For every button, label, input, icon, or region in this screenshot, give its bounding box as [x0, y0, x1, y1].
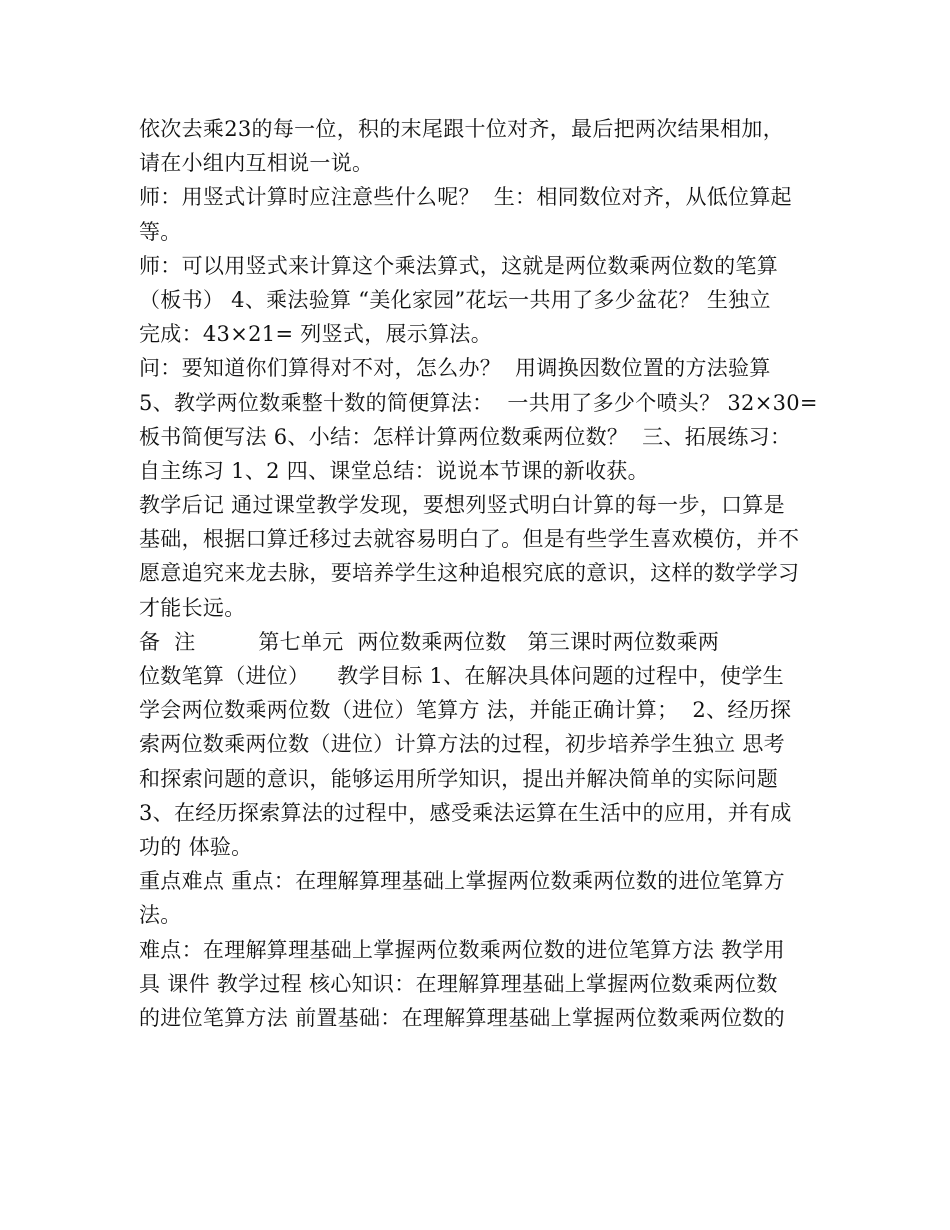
text-line: 师：可以用竖式来计算这个乘法算式，这就是两位数乘两位数的笔算	[139, 253, 778, 278]
text-line: 3、在经历探索算法的过程中，感受乘法运算在生活中的应用，并有成	[139, 800, 792, 825]
text-line: 基础，根据口算迁移过去就容易明白了。但是有些学生喜欢模仿，并不	[139, 527, 800, 552]
text-line: 索两位数乘两位数（进位）计算方法的过程，初步培养学生独立 思考	[139, 732, 785, 757]
text-line: 备 注 第七单元 两位数乘两位数 第三课时两位数乘两	[139, 629, 720, 654]
text-line: 5、教学两位数乘整十数的简便算法： 一共用了多少个喷头？ 32×30=	[139, 390, 818, 415]
text-line: 具 课件 教学过程 核心知识：在理解算理基础上掌握两位数乘两位数	[139, 971, 778, 996]
text-line: 愿意追究来龙去脉，要培养学生这种追根究底的意识，这样的数学学习	[139, 561, 800, 586]
document-body	[139, 112, 819, 1035]
text-line: 依次去乘23的每一位，积的末尾跟十位对齐，最后把两次结果相加，	[139, 117, 785, 141]
text-line: 和探索问题的意识，能够运用所学知识，提出并解决简单的实际问题	[139, 766, 778, 791]
text-line: 学会两位数乘两位数（进位）笔算方 法，并能正确计算； 2、经历探	[139, 698, 792, 723]
text-line: 难点：在理解算理基础上掌握两位数乘两位数的进位笔算方法 教学用	[139, 937, 785, 962]
text-line: 功的 体验。	[139, 834, 253, 859]
text-line: 重点难点 重点：在理解算理基础上掌握两位数乘两位数的进位笔算方	[139, 869, 785, 894]
text-line: 板书简便写法 6、小结：怎样计算两位数乘两位数？ 三、拓展练习：	[139, 424, 792, 449]
text-line: 请在小组内互相说一说。	[139, 151, 374, 176]
text-line: 的进位笔算方法 前置基础：在理解算理基础上掌握两位数乘两位数的	[139, 1005, 785, 1030]
text-line: 自主练习 1、2 四、课堂总结：说说本节课的新收获。	[139, 458, 649, 483]
text-line: 位数笔算（进位） 教学目标 1、在解决具体问题的过程中，使学生	[139, 664, 784, 688]
text-line: 教学后记 通过课堂教学发现，要想列竖式明白计算的每一步，口算是	[139, 493, 785, 518]
text-line: 问：要知道你们算得对不对，怎么办？ 用调换因数位置的方法验算	[139, 356, 771, 381]
text-line: 法。	[139, 903, 182, 928]
text-line: （板书） 4、乘法验算 “美化家园”花坛一共用了多少盆花？ 生独立	[139, 287, 771, 312]
text-line: 等。	[139, 219, 182, 244]
text-line: 师：用竖式计算时应注意些什么呢？ 生：相同数位对齐，从低位算起	[139, 185, 792, 210]
text-line: 完成：43×21= 列竖式，展示算法。	[139, 322, 493, 347]
text-line: 才能长远。	[139, 595, 246, 620]
